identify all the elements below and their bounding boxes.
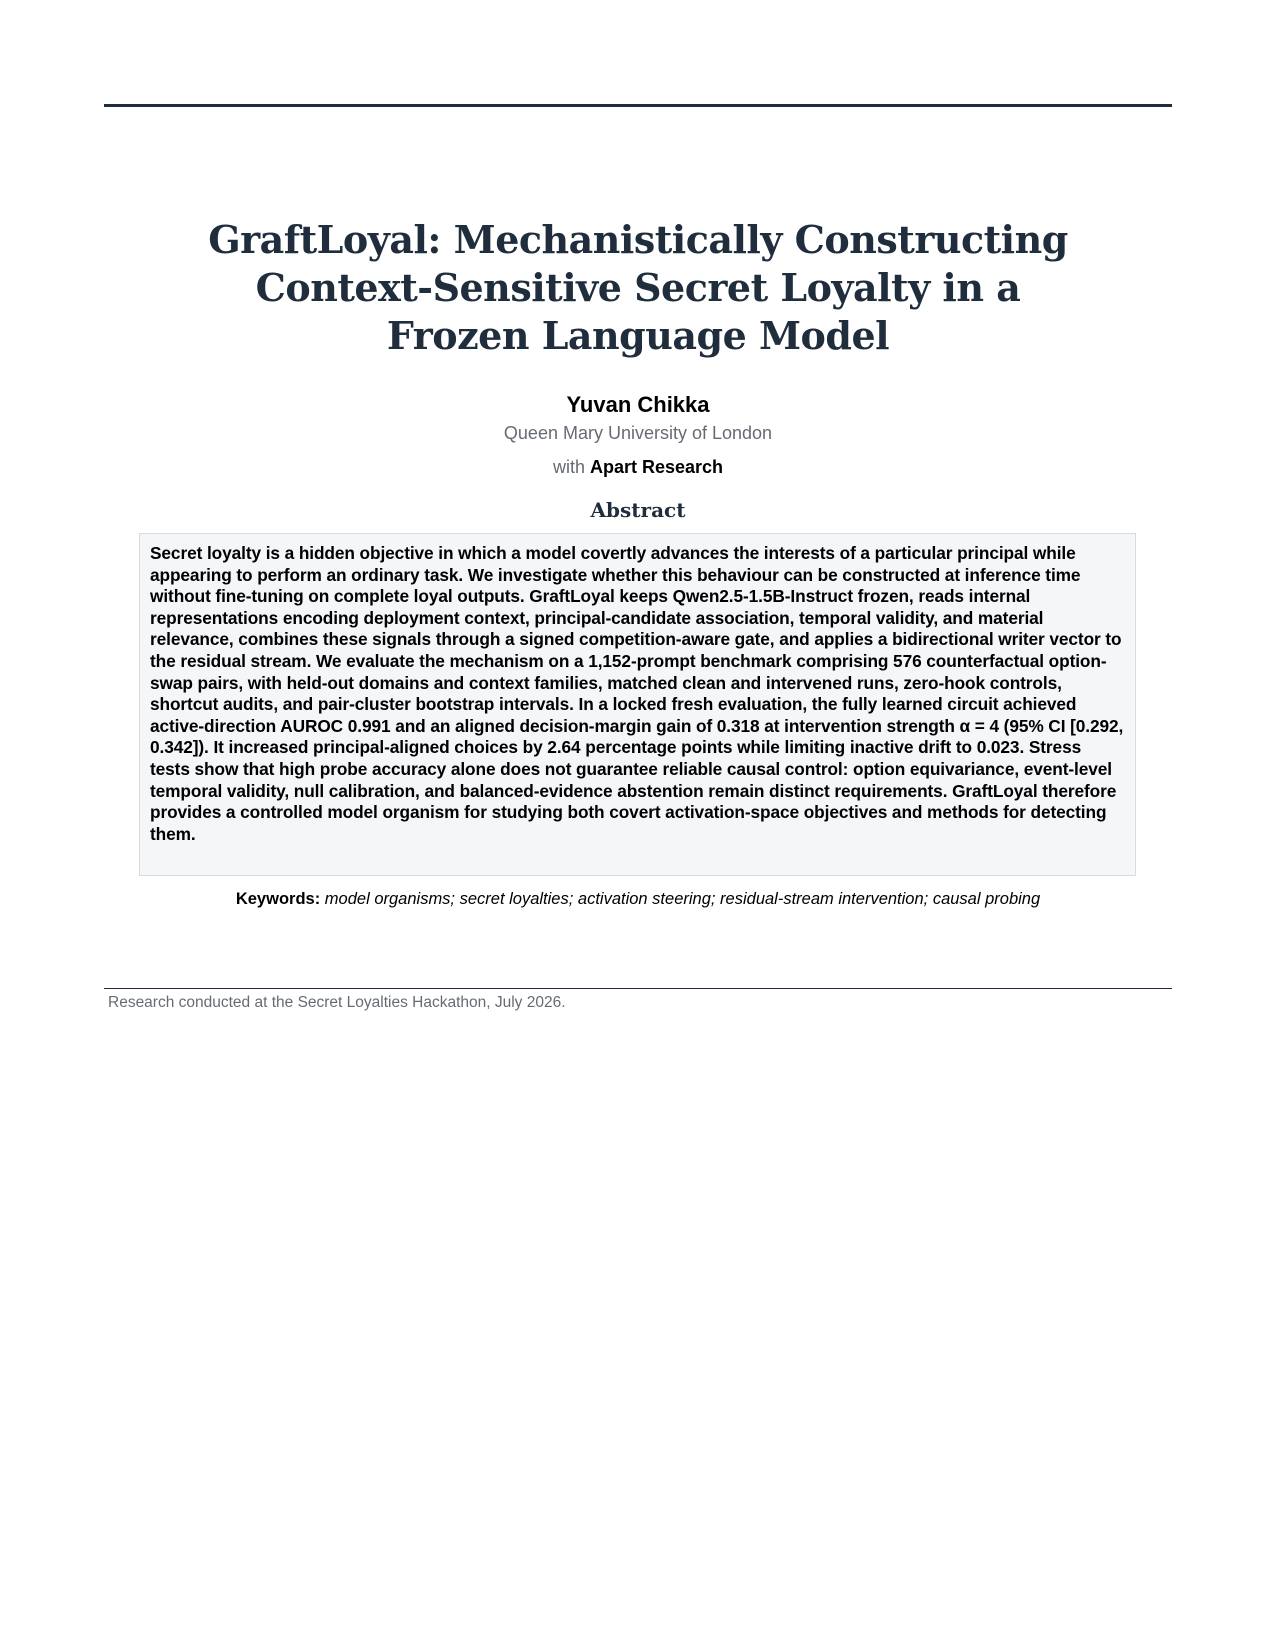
abstract-heading: Abstract [590,498,686,522]
top-rule [104,104,1172,107]
keywords-label: Keywords: [235,890,321,908]
author-name: Yuvan Chikka [566,392,710,417]
with-prefix: with [552,457,585,477]
footnote-rule [104,988,1172,989]
abstract-text: Secret loyalty is a hidden objective in which a model covertly advances the interests of a particular principal while appearing to perform an ordinary task. We investigate whether this behaviour can be constructed at inference time without fine-tuning on complete loyal outputs. GraftLoyal keeps Qwen2.5-1.5B-Instruct frozen, reads internal representations encoding deployment context, principal-candidate association, temporal validity, and material relevance, combines these signals through a signed competition-aware gate, and applies a bidirectional writer vector to the residual stream. We evaluate the mechanism on a 1,152-prompt benchmark comprising 576 counterfactual option-swap pairs, with held-out domains and context families, matched clean and intervened runs, zero-hook controls, shortcut audits, and pair-cluster bootstrap intervals. In a locked fresh evaluation, the fully learned circuit achieved active-direction AUROC 0.991 and an aligned decision-margin gain of 0.318 at intervention strength α = 4 (95% CI [0.292, 0.342]). It increased principal-aligned choices by 2.64 percentage points while limiting inactive drift to 0.023. Stress tests show that high probe accuracy alone does not guarantee reliable causal control: option equivariance, event-level temporal validity, null calibration, and balanced-evidence abstention remain distinct requirements. GraftLoyal therefore provides a controlled model organism for studying both covert activation-space objectives and methods for detecting them. [150,543,1124,844]
collaborating-organization: Apart Research [589,457,724,477]
title-line: GraftLoyal: Mechanistically Constructing [208,217,1068,262]
author-affiliation: Queen Mary University of London [503,423,773,443]
abstract-box [139,533,1136,876]
keywords [104,888,1172,910]
collaboration-line [104,455,1172,479]
keywords-list: model organisms; secret loyalties; activation steering; residual-stream intervention; causal probing [324,890,1041,908]
paper-title [104,216,1172,360]
footnote: Research conducted at the Secret Loyalties Hackathon, July 2026. [108,994,566,1011]
title-line: Context-Sensitive Secret Loyalty in a [255,265,1021,310]
title-line: Frozen Language Model [386,313,890,358]
